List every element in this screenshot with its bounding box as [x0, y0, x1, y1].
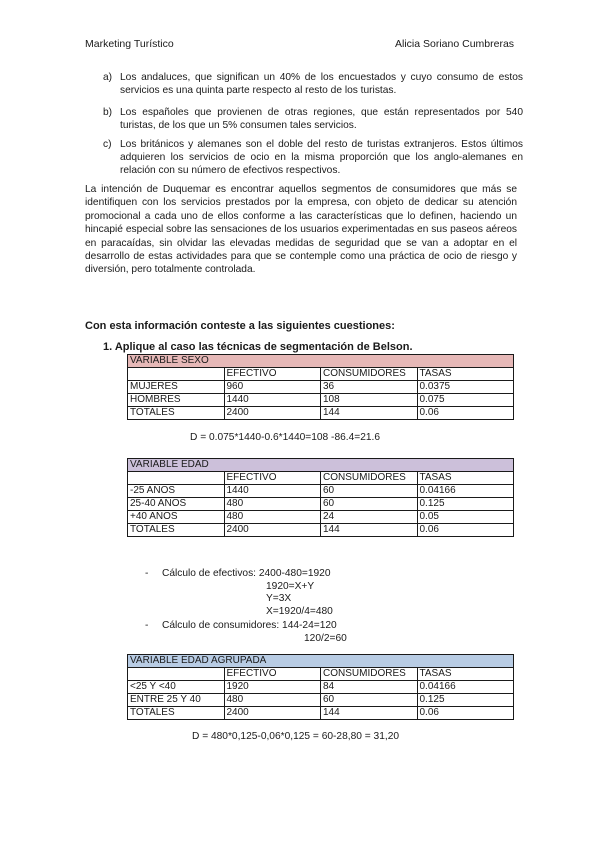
calc-consumidores-label: Cálculo de consumidores: 144-24=120 [162, 620, 337, 631]
table-cell: 480 [224, 498, 321, 511]
table-cell: +40 AÑOS [128, 511, 225, 524]
table-cell: TOTALES [128, 707, 225, 720]
calc-line: 1920=X+Y [266, 581, 315, 592]
table-header-cell: TASAS [417, 472, 514, 485]
table-cell: 0.075 [417, 394, 514, 407]
list-item-b [103, 106, 523, 132]
table-cell: 0.06 [417, 707, 514, 720]
body-paragraph: La intención de Duquemar es encontrar aquellos segmentos de consumidores que más se identifiquen con los servicios prestados por la empresa, con objeto de dedicar su atención promocional a cada uno de ellos conforme a las características que lo definen, haciendo un hincapié especial sobre las sensaciones de los usuarios experimentadas en sus paseos aéreos en paracaídas, sin olvidar las elevadas medidas de seguridad que se van a adoptar en el desarrollo de estas actividades para que se contemple como una práctica de ocio de riesgo y diversión, pero totalmente controlada. [85, 184, 517, 276]
header-left: Marketing Turístico [85, 38, 174, 50]
table-header-cell: CONSUMIDORES [321, 472, 418, 485]
table-row [128, 498, 514, 511]
table-cell: 2400 [224, 707, 321, 720]
table-cell: TOTALES [128, 407, 225, 420]
table-cell: 36 [321, 381, 418, 394]
table-header-row [128, 472, 514, 485]
table-cell: 60 [321, 498, 418, 511]
table-header-row [128, 368, 514, 381]
table-row [128, 694, 514, 707]
table-cell: 480 [224, 511, 321, 524]
questions-heading: Con esta información conteste a las siguientes cuestiones: [85, 320, 395, 332]
table-row [128, 394, 514, 407]
table-cell: 0.04166 [417, 485, 514, 498]
calc-efectivos-label: Cálculo de efectivos: 2400-480=1920 [162, 568, 331, 579]
table-edad-agrupada [127, 654, 514, 720]
table-cell: MUJERES [128, 381, 225, 394]
list-label: c) [103, 139, 112, 150]
table-edad [127, 458, 514, 537]
table-cell: 480 [224, 694, 321, 707]
list-text: Los británicos y alemanes son el doble del resto de turistas extranjeros. Estos últimos adquieren los servicios de ocio en la misma proporción que los anglo-alemanes en relación con su número de efectivos respectivos. [120, 139, 523, 177]
table-title: VARIABLE EDAD [128, 459, 514, 472]
table-cell: HOMBRES [128, 394, 225, 407]
table-title: VARIABLE EDAD AGRUPADA [128, 655, 514, 668]
table-cell: 144 [321, 707, 418, 720]
table-cell: 144 [321, 407, 418, 420]
calc-line: Y=3X [266, 593, 292, 604]
table-cell: 1920 [224, 681, 321, 694]
table-cell: 0.125 [417, 694, 514, 707]
table-header-cell: TASAS [417, 668, 514, 681]
table-cell: <25 Y <40 [128, 681, 225, 694]
table-header-cell [128, 368, 225, 381]
table-cell: 25-40 AÑOS [128, 498, 225, 511]
list-label: b) [103, 107, 113, 118]
table-cell: 108 [321, 394, 418, 407]
table-cell: 1440 [224, 394, 321, 407]
table-cell: 0.06 [417, 524, 514, 537]
table-cell: 960 [224, 381, 321, 394]
table-cell: 0.125 [417, 498, 514, 511]
calc-consumidores-bullet: - [145, 620, 149, 631]
table-row [128, 485, 514, 498]
table-row [128, 707, 514, 720]
table-cell: 2400 [224, 524, 321, 537]
table-cell: 0.04166 [417, 681, 514, 694]
list-item-a [103, 71, 523, 97]
list-text: Los andaluces, que significan un 40% de los encuestados y cuyo consumo de estos servicios es una quinta parte respecto al resto de los turistas. [120, 72, 523, 97]
calc-efectivos-bullet: - [145, 568, 149, 579]
list-label: a) [103, 72, 113, 83]
table-header-cell: EFECTIVO [224, 368, 321, 381]
table-header-cell: EFECTIVO [224, 472, 321, 485]
table-row [128, 681, 514, 694]
calc-line: X=1920/4=480 [266, 606, 333, 617]
table-cell: ENTRE 25 Y 40 [128, 694, 225, 707]
list-text: Los españoles que provienen de otras regiones, que están representados por 540 turistas, de los que un 5% consumen tales servicios. [120, 107, 523, 132]
table-row [128, 381, 514, 394]
table-cell: 144 [321, 524, 418, 537]
question-1: 1. Aplique al caso las técnicas de segmentación de Belson. [103, 341, 413, 353]
table-cell: 0.05 [417, 511, 514, 524]
header-right: Alicia Soriano Cumbreras [395, 38, 515, 50]
table-cell: TOTALES [128, 524, 225, 537]
table-header-cell: CONSUMIDORES [321, 668, 418, 681]
table-header-cell: CONSUMIDORES [321, 368, 418, 381]
table-header-cell [128, 472, 225, 485]
table-title: VARIABLE SEXO [128, 355, 514, 368]
table-header-cell: TASAS [417, 368, 514, 381]
table-row [128, 524, 514, 537]
table-header-row [128, 668, 514, 681]
calc-line: 120/2=60 [304, 633, 347, 644]
table-cell: 24 [321, 511, 418, 524]
table-sexo [127, 354, 514, 420]
table-header-cell [128, 668, 225, 681]
formula-sexo: D = 0.075*1440-0.6*1440=108 -86.4=21.6 [190, 432, 381, 443]
table-row [128, 511, 514, 524]
list-item-c [103, 138, 523, 178]
table-cell: 84 [321, 681, 418, 694]
table-cell: 2400 [224, 407, 321, 420]
table-cell: -25 AÑOS [128, 485, 225, 498]
table-cell: 60 [321, 485, 418, 498]
table-cell: 60 [321, 694, 418, 707]
table-header-cell: EFECTIVO [224, 668, 321, 681]
table-cell: 1440 [224, 485, 321, 498]
table-cell: 0.0375 [417, 381, 514, 394]
table-cell: 0.06 [417, 407, 514, 420]
formula-agrupada: D = 480*0,125-0,06*0,125 = 60-28,80 = 31,20 [192, 731, 400, 742]
table-row [128, 407, 514, 420]
